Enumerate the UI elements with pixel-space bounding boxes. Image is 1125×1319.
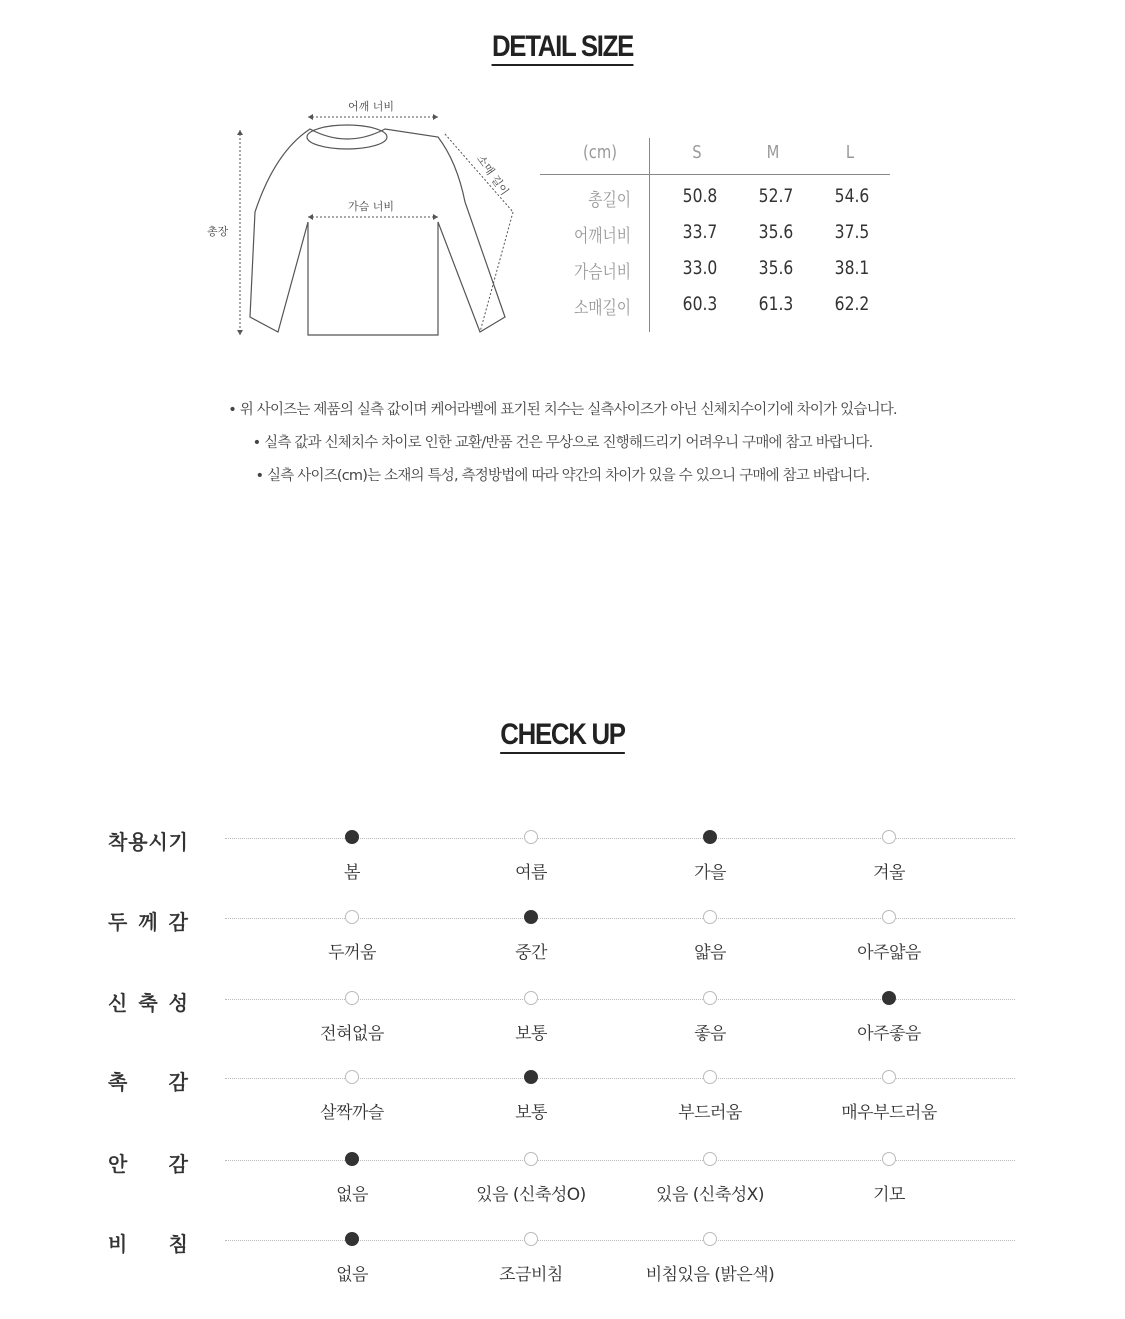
unselected-dot-icon: [703, 991, 717, 1005]
unselected-dot-icon: [703, 1070, 717, 1084]
check-option-label: 봄: [344, 863, 360, 883]
check-option-label: 비침있음 (밝은색): [645, 1265, 775, 1285]
check-option-label: 여름: [515, 863, 547, 883]
unselected-dot-icon: [703, 910, 717, 924]
chest-width-label: 가슴 너비: [348, 200, 395, 213]
detail-size-title: DETAIL SIZE: [79, 30, 1047, 64]
check-option-label: 조금비침: [499, 1265, 563, 1285]
check-row-line: [225, 1078, 1015, 1079]
selected-dot-icon: [345, 1232, 359, 1246]
unit-header: (cm): [582, 142, 618, 163]
table-header-divider: [540, 174, 890, 175]
check-up-title: CHECK UP: [79, 718, 1047, 752]
table-cell: 50.8: [682, 185, 718, 207]
table-cell: 60.3: [682, 293, 718, 315]
check-row-label: 비 침: [108, 1232, 188, 1256]
check-option-label: 중간: [515, 943, 547, 963]
table-cell: 33.7: [682, 221, 718, 243]
total-length-label: 총장: [207, 225, 229, 238]
table-cell: 54.6: [834, 185, 870, 207]
selected-dot-icon: [882, 991, 896, 1005]
table-cell: 35.6: [758, 221, 794, 243]
note-line: • 실측 사이즈(cm)는 소재의 특성, 측정방법에 따라 약간의 차이가 있을 수 있으니 구매에 참고 바랍니다.: [255, 468, 870, 484]
check-row-label: 촉 감: [108, 1070, 188, 1094]
unselected-dot-icon: [524, 830, 538, 844]
selected-dot-icon: [524, 910, 538, 924]
row-label: 총길이: [588, 190, 631, 211]
check-option-label: 좋음: [694, 1024, 726, 1044]
table-cell: 37.5: [834, 221, 870, 243]
unselected-dot-icon: [882, 830, 896, 844]
unselected-dot-icon: [524, 991, 538, 1005]
check-row: [0, 1070, 1125, 1138]
check-option-label: 아주좋음: [857, 1024, 921, 1044]
check-row-line: [225, 1240, 1015, 1241]
check-option-label: 있음 (신축성X): [656, 1185, 764, 1205]
selected-dot-icon: [524, 1070, 538, 1084]
check-option-label: 가을: [694, 863, 726, 883]
check-option-label: 두꺼움: [328, 943, 376, 963]
check-row-line: [225, 999, 1015, 1000]
table-cell: 38.1: [834, 257, 870, 279]
unselected-dot-icon: [882, 1152, 896, 1166]
table-cell: 35.6: [758, 257, 794, 279]
check-row: [0, 1152, 1125, 1220]
check-option-label: 있음 (신축성O): [476, 1185, 586, 1205]
check-row-label: 안 감: [108, 1152, 188, 1176]
table-cell: 61.3: [758, 293, 794, 315]
check-row: [0, 830, 1125, 898]
row-label: 가슴너비: [573, 262, 631, 283]
shoulder-width-label: 어깨 너비: [348, 100, 395, 113]
check-option-label: 보통: [515, 1103, 547, 1123]
unselected-dot-icon: [703, 1152, 717, 1166]
check-row-label: 신 축 성: [108, 991, 188, 1015]
size-header-s: S: [692, 142, 702, 163]
check-option-label: 아주얇음: [857, 943, 921, 963]
table-cell: 52.7: [758, 185, 794, 207]
row-label: 소매길이: [573, 298, 631, 319]
check-option-label: 얇음: [694, 943, 726, 963]
unselected-dot-icon: [703, 1232, 717, 1246]
selected-dot-icon: [703, 830, 717, 844]
check-option-label: 보통: [515, 1024, 547, 1044]
check-row-line: [225, 838, 1015, 839]
table-cell: 33.0: [682, 257, 718, 279]
selected-dot-icon: [345, 1152, 359, 1166]
check-row-line: [225, 918, 1015, 919]
check-option-label: 없음: [336, 1265, 368, 1285]
check-row-label: 착 용 시 기: [108, 830, 188, 854]
check-row-line: [225, 1160, 1015, 1161]
sleeve-length-label: 소매 길이: [474, 152, 512, 198]
check-option-label: 없음: [336, 1185, 368, 1205]
unselected-dot-icon: [345, 910, 359, 924]
size-header-m: M: [766, 142, 780, 163]
check-option-label: 매우부드러움: [841, 1103, 937, 1123]
check-option-label: 부드러움: [678, 1103, 742, 1123]
table-cell: 62.2: [834, 293, 870, 315]
check-row: [0, 910, 1125, 978]
shirt-diagram: [195, 92, 525, 352]
unselected-dot-icon: [524, 1152, 538, 1166]
row-label: 어깨너비: [573, 226, 631, 247]
long-sleeve-tshirt-icon: [195, 92, 525, 352]
selected-dot-icon: [345, 830, 359, 844]
unselected-dot-icon: [345, 991, 359, 1005]
check-option-label: 전혀없음: [320, 1024, 384, 1044]
table-column-divider: [649, 138, 650, 332]
note-line: • 위 사이즈는 제품의 실측 값이며 케어라벨에 표기된 치수는 실측사이즈가 아닌 신체치수이기에 차이가 있습니다.: [228, 402, 897, 418]
size-header-l: L: [845, 142, 855, 163]
check-option-label: 살짝까슬: [320, 1103, 384, 1123]
unselected-dot-icon: [882, 1070, 896, 1084]
size-table: [540, 138, 892, 334]
check-option-label: 겨울: [873, 863, 905, 883]
unselected-dot-icon: [882, 910, 896, 924]
check-row: [0, 991, 1125, 1059]
unselected-dot-icon: [345, 1070, 359, 1084]
note-line: • 실측 값과 신체치수 차이로 인한 교환/반품 건은 무상으로 진행해드리기 어려우니 구매에 참고 바랍니다.: [252, 435, 873, 451]
unselected-dot-icon: [524, 1232, 538, 1246]
size-notes: [0, 394, 1125, 493]
check-row-label: 두 께 감: [108, 910, 188, 934]
check-row: [0, 1232, 1125, 1300]
check-option-label: 기모: [873, 1185, 905, 1205]
